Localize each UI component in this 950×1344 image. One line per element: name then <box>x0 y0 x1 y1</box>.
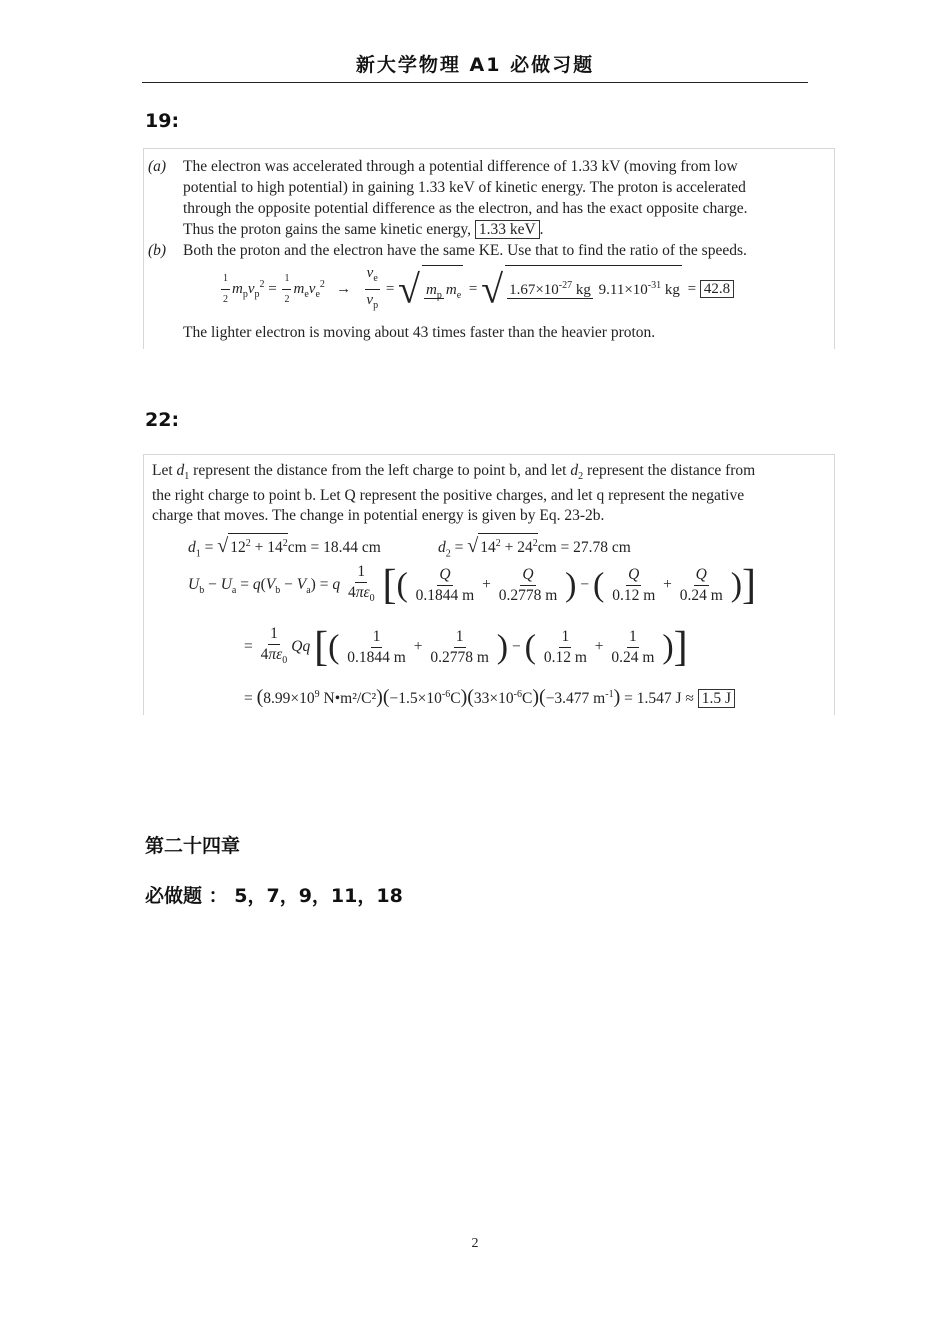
dist-2a: 0.2778 m <box>498 586 558 604</box>
dist-4b: 0.24 m <box>611 648 655 666</box>
dist-1b: 0.1844 m <box>347 648 406 666</box>
part-a-answer: 1.33 keV <box>475 220 540 239</box>
eq-unit-den: kg <box>664 282 680 299</box>
question-number-19: 19: <box>145 110 180 132</box>
d1-value: 18.44 cm <box>323 539 381 557</box>
part-a-line-1: The electron was accelerated through a potential difference of 1.33 kV (moving from low <box>183 158 738 175</box>
result-22: = 1.547 J ≈ <box>624 690 694 708</box>
q22-line-2: the right charge to point b. Let Q represent the positive charges, and let q represent the negative <box>152 487 745 504</box>
eq-denominator-exp: -31 <box>647 280 662 292</box>
dist-4a: 0.24 m <box>679 586 723 604</box>
part-a-last-text: Thus the proton gains the same kinetic energy, <box>183 221 471 238</box>
part-b-line: Both the proton and the electron have the same KE. Use that to find the ratio of the speeds. <box>183 242 747 259</box>
solution-box-22 <box>143 454 835 715</box>
part-a-mark: (a) <box>148 158 167 175</box>
distance-d1: $d_1$ = √ $12^2 + 14^2cm = 18.44$ cm <box>188 533 381 564</box>
part-b-mark: (b) <box>148 242 167 259</box>
conclusion-19: The lighter electron is moving about 43 times faster than the heavier proton. <box>183 324 656 341</box>
chapter-title: 第二十四章 <box>145 835 241 857</box>
dist-1a: 0.1844 m <box>415 586 475 604</box>
eq-unit-num: kg <box>575 282 591 299</box>
part-a-line-4: Thus the proton gains the same kinetic energy, 1.33 keV . <box>183 221 544 238</box>
q-value: −1.5×10 <box>389 690 442 708</box>
equation-19: $\frac{1}{2}$ $m_pv_p^2$ = $\frac{1}{2}$ $m_ev_e^2$ → $\frac{v_e}{v_p}$ = √ $m_p$ $m_e$ = √ $1.67\times 10^{-27}$ kg $9.11\times 10^{-31}$ kg = 42.8 <box>219 261 734 319</box>
header-rule <box>142 82 808 83</box>
answer-22: 1.5 J <box>698 689 735 708</box>
energy-equation-2: = $\frac{1}{4\pi\varepsilon_0}$ Qq [( $\frac{1}{0.1844 m}$ + $\frac{1}{0.2778 m}$ ) − ( $\frac{1}{0.12 m}$ + $\frac{1}{0.24 m}$ )] <box>244 624 688 671</box>
question-number-22: 22: <box>145 409 180 431</box>
q-exp: -6 <box>441 689 451 700</box>
bracket-value: −3.477 m <box>545 690 606 708</box>
q22-line-1-b: represent the distance from <box>586 462 756 479</box>
energy-equation-3: = ($8.99\times 10^9$ $N•m^2/C^2)(-1.5\times 10^{-6}C)(33\times 10^{-6}C)(-3.477$ $m^{-1}) = 1.547$ J ≈ 1.5 J <box>244 683 735 711</box>
dist-3a: 0.12 m <box>612 586 656 604</box>
energy-equation-1: $U_b - U_a = q(V_b - V_a) = q$ $\frac{1}{4\pi\varepsilon_0}$ [( $\frac{Q}{0.1844 m}$ + $\frac{Q}{0.2778 m}$ ) − ( $\frac{Q}{0.12 m}$ + $\frac{Q}{0.24 m}$ )] <box>188 562 757 609</box>
d2-value: 27.78 cm <box>573 539 631 557</box>
required-problems <box>145 881 403 908</box>
q22-line-1: Let $d_1$ represent the distance from the left charge to point b, and let $d_2$ represent the distance from <box>152 462 756 483</box>
Q-value: 33×10 <box>473 690 514 708</box>
k-exp: 9 <box>314 689 320 700</box>
q22-line-3: charge that moves. The change in potential energy is given by Eq. 23-2b. <box>152 507 605 524</box>
part-a-line-3: through the opposite potential difference as the electron, and has the exact opposite charge. <box>183 200 748 217</box>
bracket-exp: -1 <box>605 689 614 700</box>
dist-2b: 0.2778 m <box>430 648 489 666</box>
let-word: Let <box>152 462 173 479</box>
solution-box-19 <box>143 148 835 349</box>
eq-numerator: 1.67×10 <box>509 282 559 299</box>
k-unit: N•m²/C² <box>323 690 377 708</box>
Q-exp: -6 <box>513 689 522 700</box>
eq-denominator: 9.11×10 <box>598 282 648 299</box>
header-title: 新大学物理 A1 必做习题 <box>355 54 595 76</box>
q22-line-1-a: represent the distance from the left charge to point b, and let <box>193 462 567 479</box>
k-value: 8.99×10 <box>263 690 315 708</box>
dist-3b: 0.12 m <box>543 648 587 666</box>
required-list: 5，7，9，11，18 <box>234 885 403 907</box>
required-label: 必做题 ： <box>145 885 228 907</box>
distance-d2: $d_2$ = √ $14^2 + 24^2cm = 27.78$ cm <box>438 533 631 564</box>
eq-numerator-exp: -27 <box>558 280 573 292</box>
page-number: 2 <box>471 1236 479 1251</box>
part-a-line-2: potential to high potential) in gaining 1.33 keV of kinetic energy. The proton is accelerated <box>183 179 746 196</box>
answer-19: 42.8 <box>700 280 734 298</box>
